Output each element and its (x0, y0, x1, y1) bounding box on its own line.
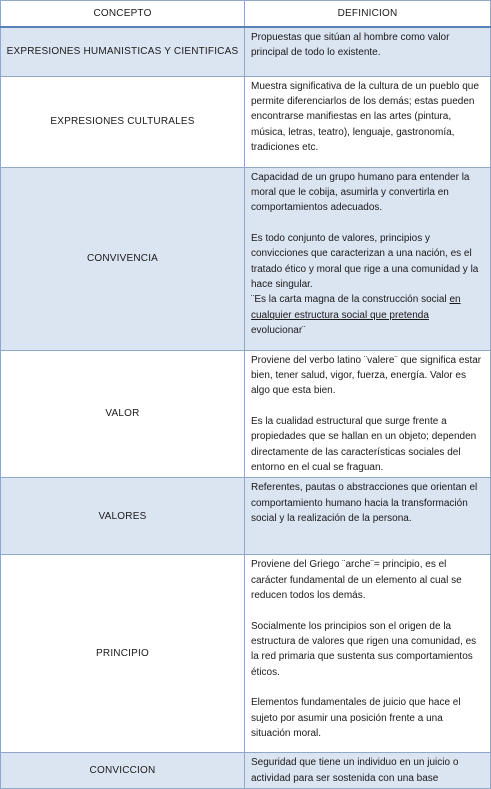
definition-paragraph: Elementos fundamentales de juicio que hace el sujeto por asumir una posición frente a una situación moral. (251, 697, 461, 739)
concept-cell: EXPRESIONES HUMANISTICAS Y CIENTIFICAS (1, 27, 245, 76)
concept-cell: VALOR (1, 350, 245, 478)
definition-cell (245, 753, 491, 789)
header-concepto: CONCEPTO (1, 1, 245, 28)
definition-text: evolucionar¨ (251, 325, 306, 337)
table-row (1, 167, 491, 350)
table-row (1, 76, 491, 167)
table-row (1, 350, 491, 478)
definition-paragraph: Propuestas que sitúan al hombre como valor principal de todo lo existente. (251, 32, 450, 59)
header-row (1, 1, 491, 28)
concept-cell: PRINCIPIO (1, 555, 245, 753)
definition-cell (245, 76, 491, 167)
definition-paragraph: Seguridad que tiene un individuo en un juicio o actividad para ser sostenida con una base (251, 757, 459, 784)
definition-paragraph (251, 231, 482, 339)
definition-paragraph: Muestra significativa de la cultura de un pueblo que permite diferenciarlos de los demás; estas pueden encontrarse manifiestas en las artes (pintura, música, letras, teatro), lenguaje, gastronomía, tradiciones etc. (251, 80, 479, 154)
definition-cell (245, 167, 491, 350)
table-row (1, 555, 491, 753)
concept-cell: CONVIVENCIA (1, 167, 245, 350)
definition-paragraph: Es la cualidad estructural que surge frente a propiedades que se hallan en un objeto; dependen directamente de las características sociales del entorno en el cual se fraguan. (251, 415, 477, 473)
definition-cell (245, 350, 491, 478)
concept-cell: VALORES (1, 478, 245, 555)
definition-cell (245, 555, 491, 753)
definition-paragraph: Proviene del verbo latino ¨valere¨ que significa estar bien, tener salud, vigor, fuerza, energía. Valor es algo que esta bien. (251, 354, 482, 397)
definition-paragraph: Referentes, pautas o abstracciones que orientan el comportamiento humano hacia la transformación social y la realización de la persona. (251, 482, 478, 525)
definition-paragraph: Socialmente los principios son el origen de la estructura de valores que rigen una comunidad, es la red primaria que sustenta sus comportamientos éticos. (251, 620, 477, 678)
definition-cell (245, 478, 491, 555)
definition-paragraph: Proviene del Griego ¨arche¨= principio, es el carácter fundamental de un elemento al cual se reducen todos los demás. (251, 559, 462, 602)
concept-cell: CONVICCION (1, 753, 245, 789)
definition-text: ¨Es la carta magna de la construcción social (251, 294, 450, 306)
table-row (1, 753, 491, 789)
table-row (1, 478, 491, 555)
definition-cell (245, 27, 491, 76)
header-definicion: DEFINICION (245, 1, 491, 28)
definition-text: Es todo conjunto de valores, principios y convicciones que caracterizan a una nación, es el tratado ético y moral que rige a una comunidad y la hace singular. (251, 232, 479, 290)
table-row (1, 27, 491, 76)
concept-cell: EXPRESIONES CULTURALES (1, 76, 245, 167)
definition-paragraph: Capacidad de un grupo humano para entender la moral que le cobija, asumirla y convertirla en comportamientos adecuados. (251, 171, 470, 214)
underlined-text: en cualquier estructura social que pretenda (251, 294, 461, 321)
